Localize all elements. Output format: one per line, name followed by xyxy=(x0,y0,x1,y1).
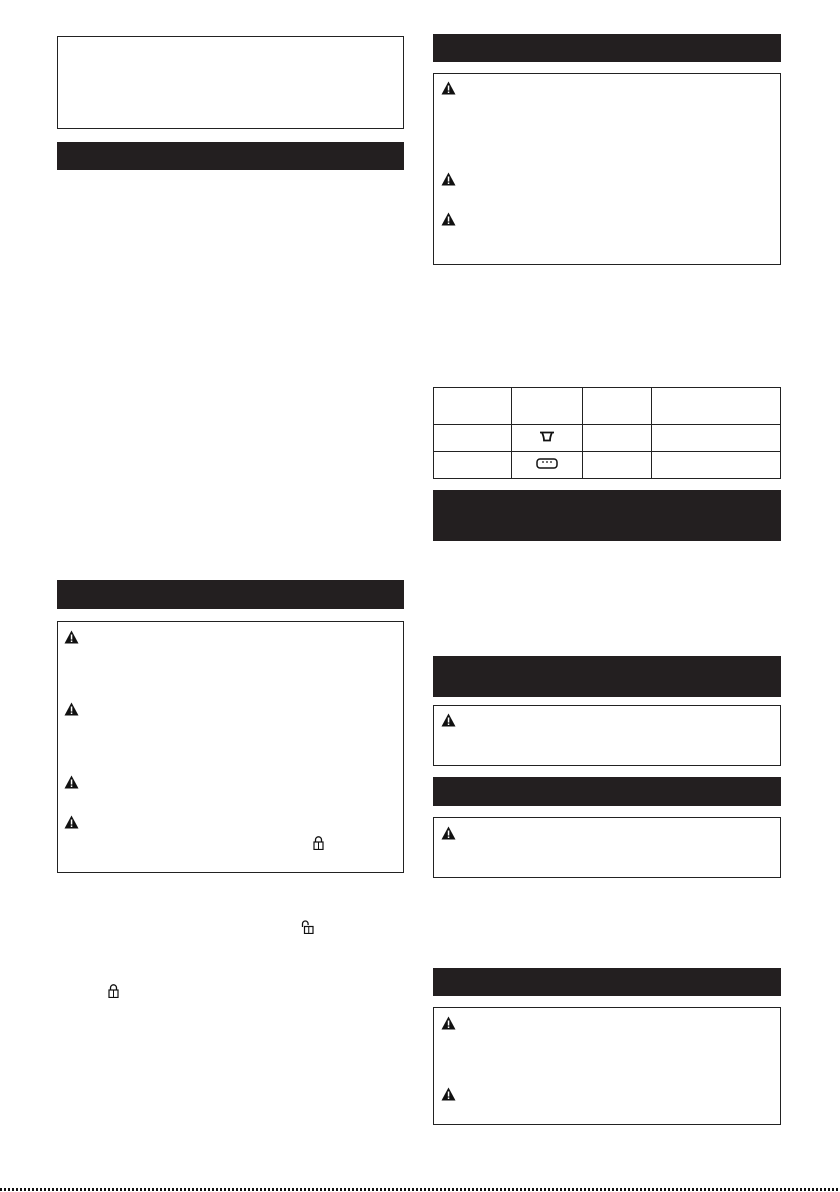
lock-icon xyxy=(108,984,119,998)
warning-triangle-icon xyxy=(441,212,456,226)
unlock-icon xyxy=(301,920,314,934)
section-header-bar xyxy=(433,968,781,996)
warning-triangle-icon xyxy=(64,815,79,829)
chisel-mode-icon xyxy=(539,431,555,442)
hammer-mode-icon xyxy=(536,458,558,469)
warning-box xyxy=(433,705,781,766)
section-header-bar xyxy=(433,656,781,697)
warning-triangle-icon xyxy=(441,81,456,95)
warning-triangle-icon xyxy=(441,172,456,186)
table-cell xyxy=(652,425,781,452)
warning-triangle-icon xyxy=(441,826,456,840)
warning-box xyxy=(433,817,781,878)
warning-triangle-icon xyxy=(441,1016,456,1030)
table-header-cell xyxy=(512,388,583,425)
table-cell xyxy=(434,452,512,479)
table-cell xyxy=(652,452,781,479)
warning-box xyxy=(57,621,404,873)
warning-triangle-icon xyxy=(64,630,79,644)
section-header-bar xyxy=(57,142,404,170)
lock-icon xyxy=(313,836,324,850)
table-cell xyxy=(512,425,583,452)
table-header-cell xyxy=(652,388,781,425)
table-header-row xyxy=(434,388,781,425)
warning-triangle-icon xyxy=(441,713,456,727)
table-header-cell xyxy=(583,388,652,425)
warning-box xyxy=(433,73,781,265)
section-header-bar xyxy=(57,580,404,609)
mode-table xyxy=(433,387,781,479)
section-header-bar xyxy=(433,34,781,62)
table-cell xyxy=(512,452,583,479)
table-header-cell xyxy=(434,388,512,425)
table-cell xyxy=(583,452,652,479)
warning-triangle-icon xyxy=(64,775,79,789)
section-header-bar xyxy=(433,777,781,806)
warning-triangle-icon xyxy=(64,702,79,716)
section-header-bar xyxy=(433,490,781,541)
table-row xyxy=(434,452,781,479)
note-box xyxy=(57,36,404,129)
page-bottom-edge xyxy=(0,1188,840,1191)
table-row xyxy=(434,425,781,452)
warning-box xyxy=(433,1007,781,1125)
table-cell xyxy=(583,425,652,452)
table-cell xyxy=(434,425,512,452)
warning-triangle-icon xyxy=(441,1087,456,1101)
